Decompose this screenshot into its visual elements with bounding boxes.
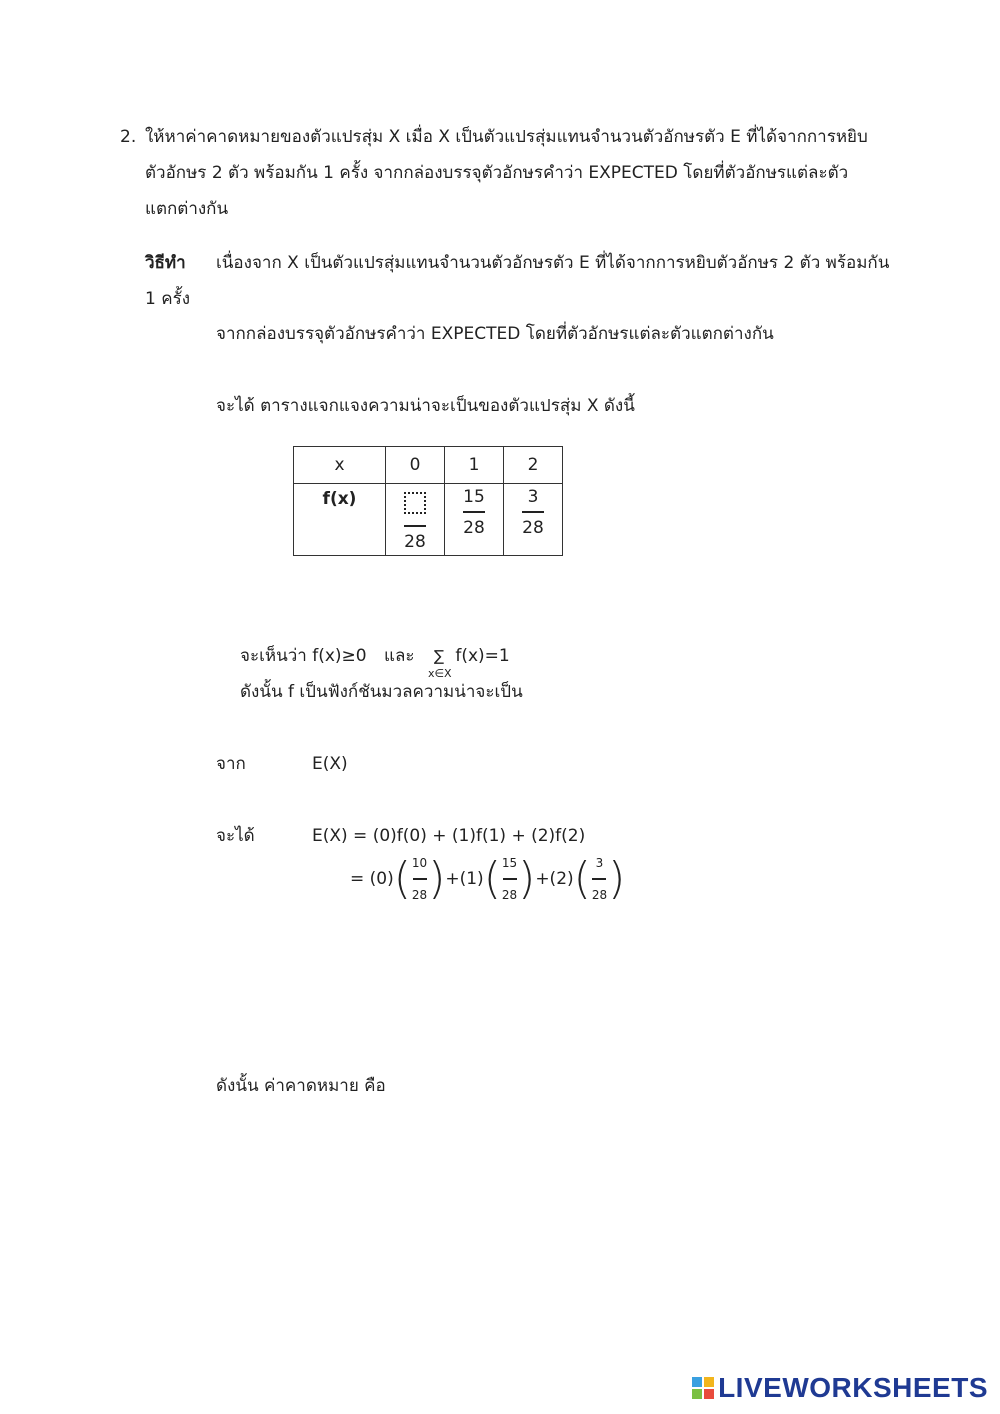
logo-square-e (704, 1389, 714, 1399)
x-header: x (294, 447, 386, 484)
fraction-bar (404, 525, 426, 527)
logo-square-l (692, 1377, 702, 1387)
fraction-numerator: 3 (527, 487, 539, 507)
fraction-denominator: 28 (591, 887, 608, 902)
fraction-bar (463, 511, 485, 513)
solution-line-3: จากกล่องบรรจุตัวอักษรคำว่า EXPECTED โดยที่ตัวอักษรแต่ละตัวแตกต่างกัน (216, 324, 774, 344)
logo-square-i (704, 1377, 714, 1387)
fx-cell-1 (445, 484, 504, 556)
logo-square-v (692, 1389, 702, 1399)
fraction-denominator: 28 (463, 518, 485, 538)
paren-fraction: ( 3 28 ) (574, 851, 626, 907)
from-expression: E(X) (312, 754, 348, 774)
fraction-numerator: 15 (463, 487, 485, 507)
fx-header: f(x) (294, 484, 386, 556)
fraction-denominator: 28 (501, 887, 518, 902)
fraction-numerator: 15 (501, 856, 518, 871)
table-row (294, 484, 563, 556)
fraction-numerator: 10 (411, 856, 428, 871)
x-value-2: 2 (504, 447, 563, 484)
liveworksheets-logo (692, 1372, 988, 1404)
solution-label: วิธีทำ (145, 253, 186, 273)
coefficient-1: +(1) (445, 869, 484, 889)
sigma-subscript: x∈X (427, 667, 452, 680)
expectation-expression: E(X) = (0)f(0) + (1)f(1) + (2)f(2) (312, 826, 586, 846)
fraction-bar (522, 511, 544, 513)
expr-start: = (0) (350, 869, 394, 889)
get-label: จะได้ (216, 826, 255, 846)
question-line-3: แตกต่างกัน (145, 199, 229, 219)
logo-mark-icon (692, 1377, 714, 1399)
fraction-denominator: 28 (404, 532, 426, 552)
fx-cell-2 (504, 484, 563, 556)
conclusion: ดังนั้น ค่าคาดหมาย คือ (216, 1076, 386, 1096)
table-row (294, 447, 563, 484)
expectation-substitution (350, 853, 626, 904)
from-label: จาก (216, 754, 246, 774)
logo-text: LIVEWORKSHEETS (718, 1372, 988, 1403)
fx-cell-0 (386, 484, 445, 556)
check-and: และ (384, 646, 415, 666)
fraction-numerator: 3 (595, 856, 604, 871)
check-prefix: จะเห็นว่า f(x)≥0 (240, 646, 367, 666)
question-number: 2. (120, 127, 137, 147)
answer-input-numerator[interactable] (404, 492, 426, 514)
solution-line-2: 1 ครั้ง (145, 289, 191, 309)
coefficient-2: +(2) (535, 869, 574, 889)
probability-table (293, 446, 563, 556)
question-line-1: ให้หาค่าคาดหมายของตัวแปรสุ่ม X เมื่อ X เป็นตัวแปรสุ่มแทนจำนวนตัวอักษรตัว E ที่ได้จากการหยิบ (145, 127, 868, 147)
check-line-1 (240, 644, 510, 680)
table-intro: จะได้ ตารางแจกแจงความน่าจะเป็นของตัวแปรสุ่ม X ดังนี้ (216, 396, 635, 416)
x-value-1: 1 (445, 447, 504, 484)
paren-fraction: ( 10 28 ) (394, 851, 446, 907)
solution-line-1: เนื่องจาก X เป็นตัวแปรสุ่มแทนจำนวนตัวอักษรตัว E ที่ได้จากการหยิบตัวอักษร 2 ตัว พร้อมกัน (216, 253, 890, 273)
fraction-denominator: 28 (411, 887, 428, 902)
sum-expression: f(x)=1 (455, 646, 510, 666)
question-line-2: ตัวอักษร 2 ตัว พร้อมกัน 1 ครั้ง จากกล่องบรรจุตัวอักษรคำว่า EXPECTED โดยที่ตัวอักษรแต่ละตัว (145, 163, 849, 183)
fraction-denominator: 28 (522, 518, 544, 538)
check-line-2: ดังนั้น f เป็นฟังก์ชันมวลความน่าจะเป็น (240, 682, 523, 702)
sigma-symbol: ∑ (433, 647, 445, 665)
x-value-0: 0 (386, 447, 445, 484)
paren-fraction: ( 15 28 ) (484, 851, 536, 907)
